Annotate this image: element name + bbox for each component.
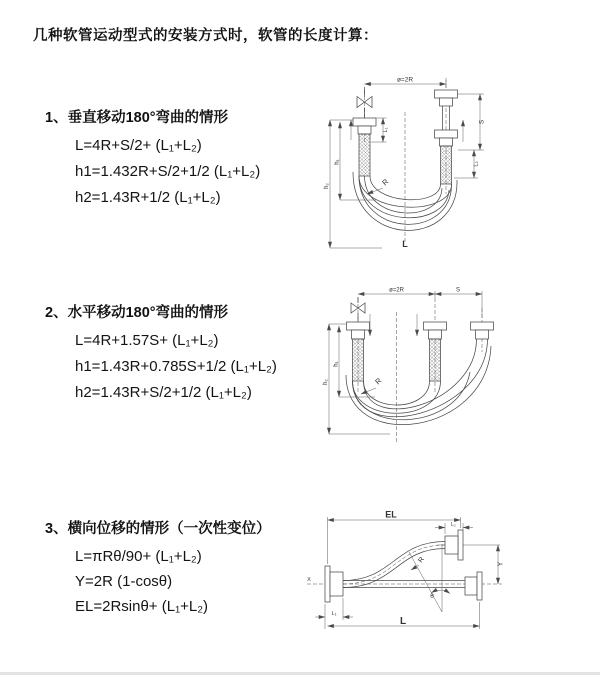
el-dimension: [328, 510, 461, 565]
fitting-length-dimension-l1: [315, 598, 353, 629]
dim-label-l: L: [399, 616, 407, 627]
left-flange: [325, 566, 343, 602]
section-horizontal-movement: [45, 301, 277, 406]
formula-L: L=πRθ/90+ (L₁+L₂): [75, 548, 202, 565]
y-dimension: [498, 545, 505, 584]
length-dimension: [328, 602, 480, 629]
section-2-heading: 2、水平移动180°弯曲的情形: [45, 305, 229, 321]
diagram-vertical-180-bend: [320, 72, 492, 254]
dim-label-l1: L₁: [383, 127, 389, 133]
radius-callout: [361, 376, 384, 394]
page-title: 几种软管运动型式的安装方式时，软管的长度计算：: [33, 28, 378, 44]
lower-right-flange: [465, 572, 482, 600]
formula-L: L=4R+S/2+ (L₁+L₂): [75, 137, 202, 154]
fitting-length-dimension-l2: [435, 522, 473, 534]
angle-construction: [409, 544, 450, 612]
dim-label-y: Y: [497, 561, 505, 567]
hose-u-bend-curves: [346, 339, 491, 425]
section-lateral-displacement: [45, 517, 271, 619]
dim-label-s: S: [478, 119, 486, 125]
formula-h1: h1=1.432R+S/2+1/2 (L₁+L₂): [75, 163, 261, 180]
middle-hose-fitting: [424, 322, 447, 381]
dim-label-h1: h₁: [334, 159, 341, 165]
formula-EL: EL=2Rsinθ+ (L₁+L₂): [75, 598, 209, 615]
stroke-dimension-s: [454, 94, 486, 178]
section-1-heading: 1、垂直移动180°弯曲的情形: [45, 110, 229, 126]
dim-label-l2: L₂: [473, 161, 480, 167]
formula-L: L=4R+1.57S+ (L₁+L₂): [75, 332, 219, 349]
dim-label-l1: L₁: [331, 611, 337, 617]
diagram-horizontal-180-bend: [320, 284, 498, 456]
dim-label-l2: L₂: [451, 522, 456, 528]
formula-Y: Y=2R (1-cosθ): [75, 573, 173, 590]
formula-h2: h2=1.43R+S/2+1/2 (L₁+L₂): [75, 384, 252, 401]
section-1-formulas: [75, 133, 260, 211]
radius-callout: [411, 556, 426, 570]
dim-label-s: S: [455, 287, 461, 294]
top-width-dimension: [365, 77, 447, 89]
section-2-formulas: [75, 328, 277, 406]
right-hose-fitting: [471, 322, 494, 339]
dim-label-2r: ø=2R: [389, 287, 404, 294]
formula-h2: h2=1.43R+1/2 (L₁+L₂): [75, 189, 221, 206]
length-label: L: [402, 239, 408, 249]
theta-label: θ: [430, 593, 434, 600]
left-hose-fitting: [347, 322, 370, 381]
dim-label-h1: h₁: [333, 361, 340, 367]
top-dimensions: [358, 288, 482, 319]
radius-label: R: [417, 556, 427, 565]
left-hose-fitting: [353, 118, 376, 176]
diagram-lateral-displacement: [303, 506, 508, 638]
dim-label-2r: ø=2R: [396, 76, 414, 84]
dim-label-h2: h₂: [324, 183, 330, 189]
dim-label-el: EL: [385, 509, 397, 520]
movement-arrows: [370, 314, 417, 336]
valve-icon: [351, 297, 365, 322]
axis-label: X: [307, 577, 311, 583]
radius-label: R: [380, 176, 391, 188]
height-dimensions: [324, 120, 382, 248]
section-3-heading: 3、横向位移的情形（一次性变位）: [45, 521, 271, 537]
dim-label-h2: h₂: [323, 379, 329, 385]
formula-h1: h1=1.43R+0.785S+1/2 (L₁+L₂): [75, 358, 277, 375]
upper-right-flange: [445, 530, 463, 560]
section-vertical-movement: [45, 106, 260, 211]
section-3-formulas: [75, 544, 271, 619]
right-hose-fitting: [435, 90, 458, 184]
radius-label: R: [373, 375, 384, 387]
